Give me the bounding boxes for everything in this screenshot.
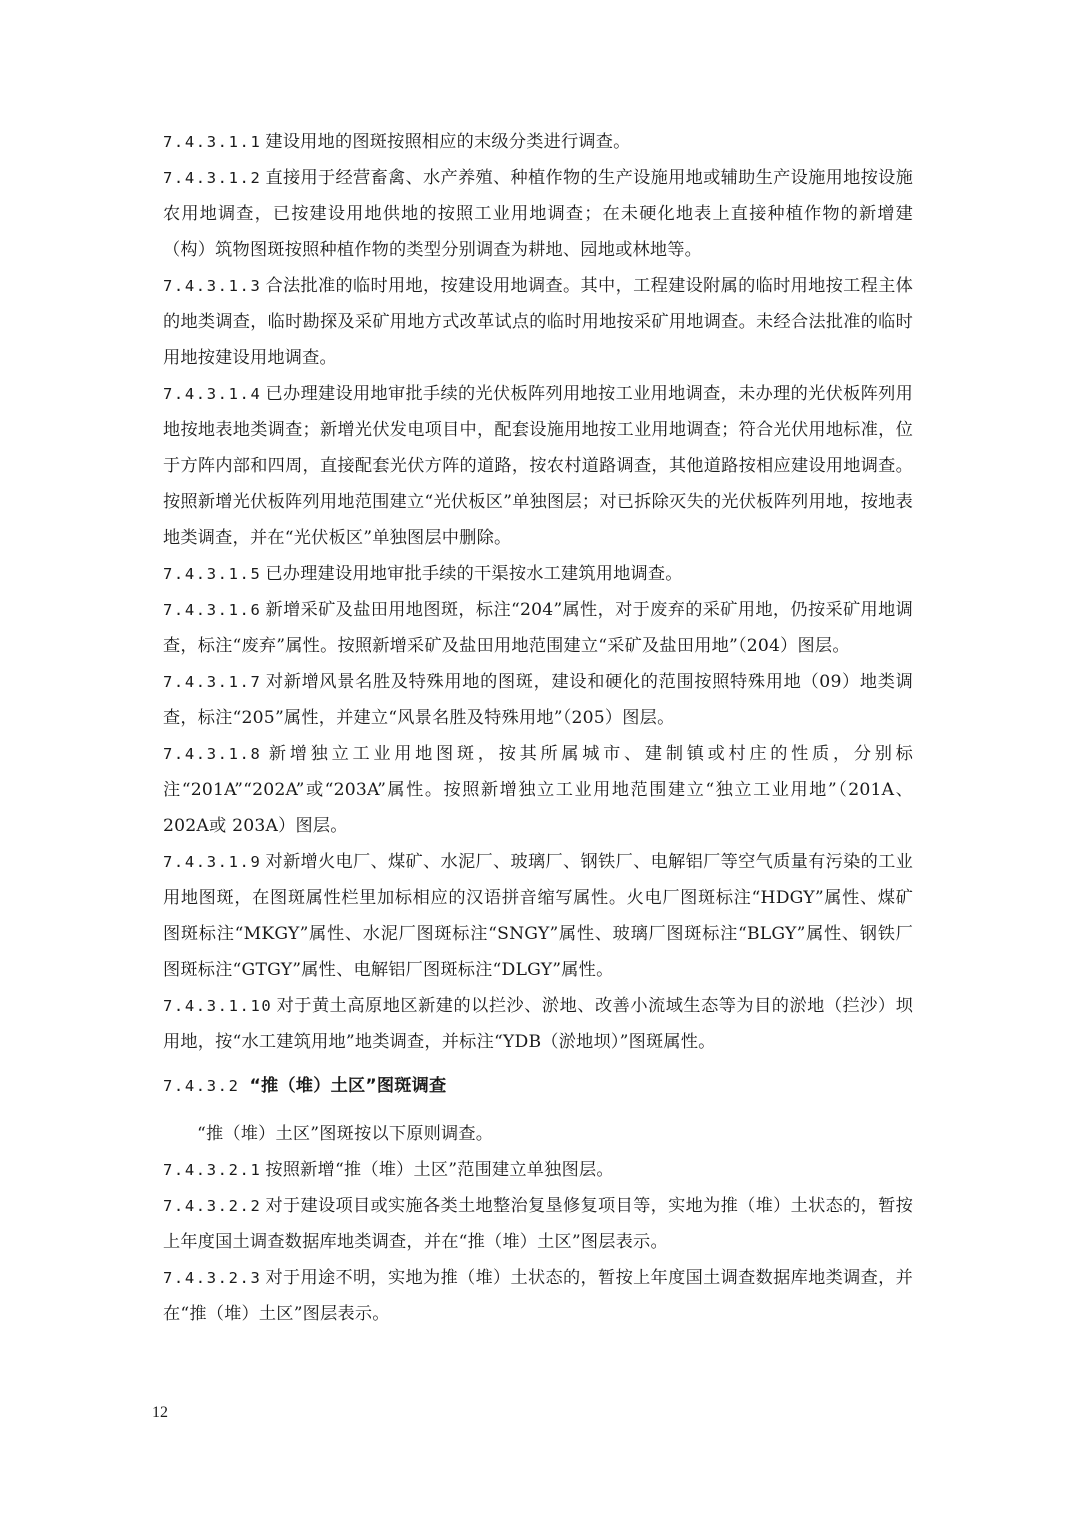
clause-text: 新增采矿及盐田用地图斑，标注“204”属性，对于废弃的采矿用地，仍按采矿用地调查，标注“废弃”属性。按照新增采矿及盐田用地范围建立“采矿及盐田用地”（204）图层。 — [163, 600, 913, 656]
clause-7-4-3-1-10 — [163, 988, 913, 1060]
clause-number: 7.4.3.2.3 — [163, 1269, 262, 1287]
clause-text: 对于建设项目或实施各类土地整治复垦修复项目等，实地为推（堆）土状态的，暂按上年度国土调查数据库地类调查，并在“推（堆）土区”图层表示。 — [163, 1196, 913, 1252]
clause-number: 7.4.3.1.2 — [163, 169, 262, 187]
clause-number: 7.4.3.1.10 — [163, 997, 273, 1015]
heading-text: “推（堆）土区”图斑调查 — [249, 1076, 447, 1096]
clause-7-4-3-1-9 — [163, 844, 913, 988]
clause-text: 对于用途不明，实地为推（堆）土状态的，暂按上年度国土调查数据库地类调查，并在“推（堆）土区”图层表示。 — [163, 1268, 913, 1324]
clause-text: 直接用于经营畜禽、水产养殖、种植作物的生产设施用地或辅助生产设施用地按设施农用地调查，已按建设用地供地的按照工业用地调查；在未硬化地表上直接种植作物的新增建（构）筑物图斑按照种植作物的类型分别调查为耕地、园地或林地等。 — [163, 168, 913, 260]
clause-text: 已办理建设用地审批手续的光伏板阵列用地按工业用地调查，未办理的光伏板阵列用地按地表地类调查；新增光伏发电项目中，配套设施用地按工业用地调查；符合光伏用地标准，位于方阵内部和四周，直接配套光伏方阵的道路，按农村道路调查，其他道路按相应建设用地调查。按照新增光伏板阵列用地范围建立“光伏板区”单独图层；对已拆除灭失的光伏板阵列用地，按地表地类调查，并在“光伏板区”单独图层中删除。 — [163, 384, 913, 548]
clause-number: 7.4.3.1.8 — [163, 745, 262, 763]
clause-7-4-3-1-5 — [163, 556, 913, 592]
clause-7-4-3-1-4 — [163, 376, 913, 556]
clause-7-4-3-1-8 — [163, 736, 913, 844]
clause-number: 7.4.3.1.4 — [163, 385, 262, 403]
clause-7-4-3-1-7 — [163, 664, 913, 736]
clause-number: 7.4.3.1.3 — [163, 277, 262, 295]
clause-number: 7.4.3.2.2 — [163, 1197, 262, 1215]
page-number: 12 — [152, 1404, 168, 1421]
clause-text: 对新增火电厂、煤矿、水泥厂、玻璃厂、钢铁厂、电解铝厂等空气质量有污染的工业用地图斑，在图斑属性栏里加标相应的汉语拼音缩写属性。火电厂图斑标注“HDGY”属性、煤矿图斑标注“MKGY”属性、水泥厂图斑标注“SNGY”属性、玻璃厂图斑标注“BLGY”属性、钢铁厂图斑标注“GTGY”属性、电解铝厂图斑标注“DLGY”属性。 — [163, 852, 913, 980]
clause-7-4-3-1-3 — [163, 268, 913, 376]
clause-7-4-3-2-2 — [163, 1188, 913, 1260]
clause-text: 新增独立工业用地图斑，按其所属城市、建制镇或村庄的性质，分别标注“201A”“202A”或“203A”属性。按照新增独立工业用地范围建立“独立工业用地”（201A、202A或 203A）图层。 — [163, 744, 913, 836]
clause-number: 7.4.3.1.1 — [163, 133, 262, 151]
clause-number: 7.4.3.1.6 — [163, 601, 262, 619]
clause-number: 7.4.3.1.5 — [163, 565, 262, 583]
clause-7-4-3-1-1 — [163, 124, 913, 160]
clause-number: 7.4.3.1.9 — [163, 853, 262, 871]
clause-text: 对新增风景名胜及特殊用地的图斑，建设和硬化的范围按照特殊用地（09）地类调查，标注“205”属性，并建立“风景名胜及特殊用地”（205）图层。 — [163, 672, 913, 728]
clause-text: 按照新增“推（堆）土区”范围建立单独图层。 — [265, 1160, 614, 1180]
clause-text: 对于黄土高原地区新建的以拦沙、淤地、改善小流域生态等为目的淤地（拦沙）坝用地，按“水工建筑用地”地类调查，并标注“YDB（淤地坝）”图斑属性。 — [163, 996, 913, 1052]
clause-number: 7.4.3.1.7 — [163, 673, 262, 691]
clause-7-4-3-1-2 — [163, 160, 913, 268]
section-intro: “推（堆）土区”图斑按以下原则调查。 — [197, 1124, 494, 1144]
clause-7-4-3-1-6 — [163, 592, 913, 664]
heading-number: 7.4.3.2 — [163, 1077, 240, 1095]
page-body — [163, 124, 913, 1332]
clause-text: 建设用地的图斑按照相应的末级分类进行调查。 — [265, 132, 631, 152]
clause-7-4-3-2-3 — [163, 1260, 913, 1332]
clause-number: 7.4.3.2.1 — [163, 1161, 262, 1179]
clause-text: 已办理建设用地审批手续的干渠按水工建筑用地调查。 — [265, 564, 683, 584]
clause-7-4-3-2-1 — [163, 1152, 913, 1188]
clause-text: 合法批准的临时用地，按建设用地调查。其中，工程建设附属的临时用地按工程主体的地类调查，临时勘探及采矿用地方式改革试点的临时用地按采矿用地调查。未经合法批准的临时用地按建设用地调查。 — [163, 276, 913, 368]
section-heading-7-4-3-2 — [163, 1068, 913, 1104]
